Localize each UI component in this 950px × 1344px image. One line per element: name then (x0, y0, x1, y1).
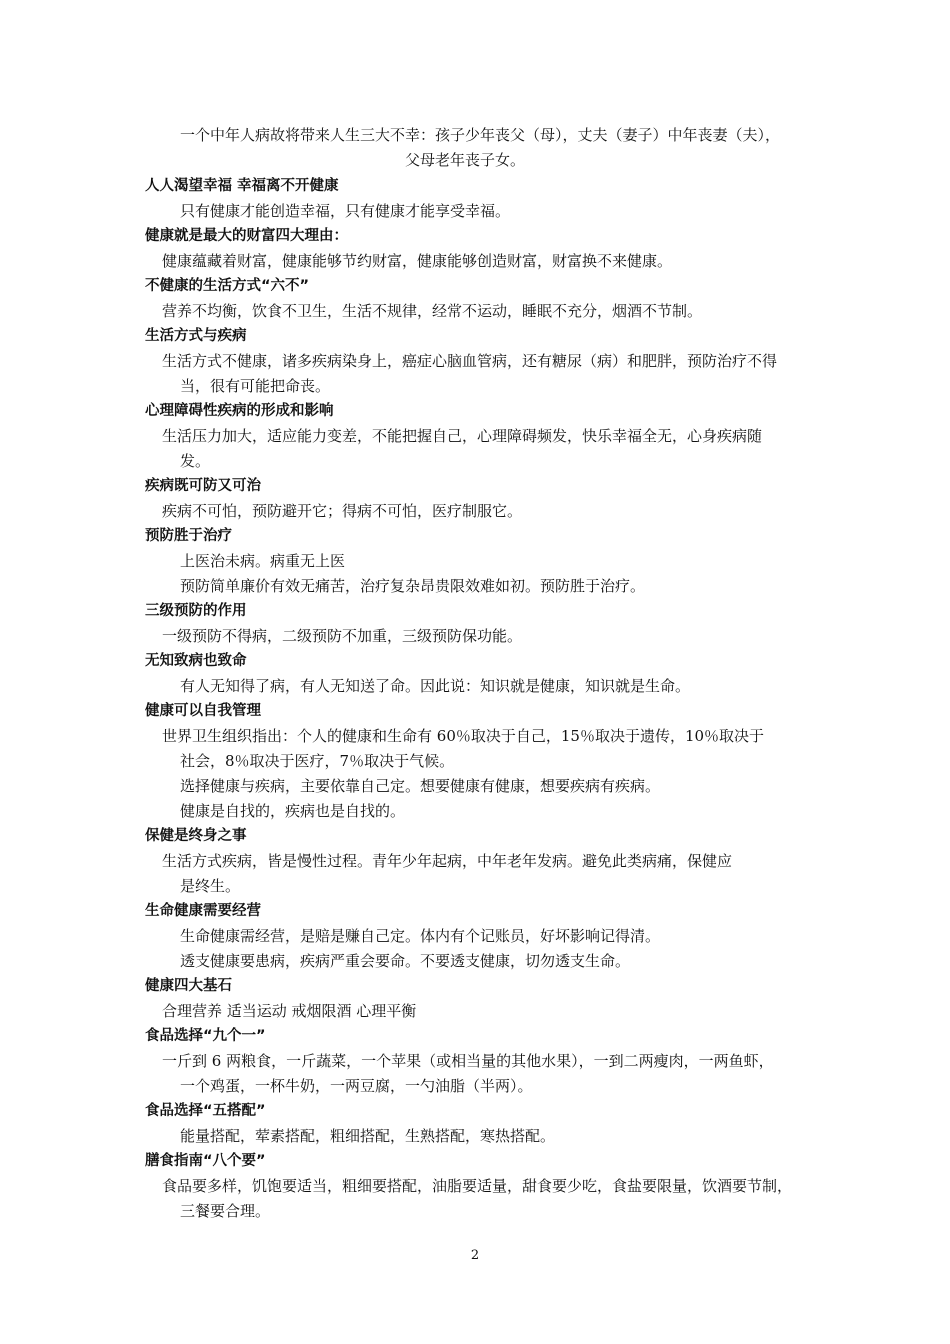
section-heading: 膳食指南“八个要” (145, 1153, 266, 1169)
section-heading: 疾病既可防又可治 (145, 478, 261, 494)
paragraph-line: 生活压力加大，适应能力变差，不能把握自己，心理障碍频发，快乐幸福全无，心身疾病随 (162, 427, 763, 445)
section-heading: 心理障碍性疾病的形成和影响 (145, 403, 334, 419)
section-heading: 食品选择“五搭配” (145, 1103, 266, 1119)
paragraph-line: 有人无知得了病，有人无知送了命。因此说：知识就是健康，知识就是生命。 (180, 677, 691, 695)
paragraph-line: 能量搭配，荤素搭配，粗细搭配，生熟搭配，寒热搭配。 (180, 1127, 556, 1145)
paragraph-line: 三餐要合理。 (180, 1202, 271, 1220)
paragraph-line: 社会，8％取决于医疗，7％取决于气候。 (180, 752, 455, 770)
section-heading: 健康可以自我管理 (145, 703, 261, 719)
page-number: 2 (470, 1248, 480, 1263)
section-heading: 三级预防的作用 (145, 603, 247, 619)
section-heading: 生活方式与疾病 (145, 328, 247, 344)
paragraph-line: 父母老年丧子女。 (405, 151, 526, 169)
section-heading: 健康就是最大的财富四大理由： (145, 228, 348, 244)
paragraph-line: 疾病不可怕，预防避开它；得病不可怕，医疗制服它。 (162, 502, 523, 520)
paragraph-line: 是终生。 (180, 877, 241, 895)
paragraph-line: 选择健康与疾病，主要依靠自己定。想要健康有健康，想要疾病有疾病。 (180, 777, 661, 795)
paragraph-line: 发。 (180, 452, 211, 470)
section-heading: 预防胜于治疗 (145, 528, 232, 544)
section-heading: 人人渴望幸福 幸福离不开健康 (145, 178, 339, 194)
paragraph-line: 营养不均衡，饮食不卫生，生活不规律，经常不运动，睡眠不充分，烟酒不节制。 (162, 302, 703, 320)
paragraph-line: 一个中年人病故将带来人生三大不幸：孩子少年丧父（母），丈夫（妻子）中年丧妻（夫）， (180, 126, 781, 144)
paragraph-line: 世界卫生组织指出：个人的健康和生命有 60％取决于自己，15％取决于遗传，10％取决于 (162, 727, 765, 745)
paragraph-line: 一级预防不得病，二级预防不加重，三级预防保功能。 (162, 627, 523, 645)
section-heading: 无知致病也致命 (145, 653, 247, 669)
paragraph-line: 合理营养 适当运动 戒烟限酒 心理平衡 (162, 1002, 417, 1020)
section-heading: 不健康的生活方式“六不” (145, 278, 310, 294)
section-heading: 生命健康需要经营 (145, 903, 261, 919)
paragraph-line: 上医治未病。病重无上医 (180, 552, 346, 570)
section-heading: 食品选择“九个一” (145, 1028, 266, 1044)
paragraph-line: 透支健康要患病，疾病严重会要命。不要透支健康，切勿透支生命。 (180, 952, 631, 970)
paragraph-line: 生活方式不健康，诸多疾病染身上，癌症心脑血管病，还有糖尿（病）和肥胖，预防治疗不得 (162, 352, 778, 370)
paragraph-line: 当，很有可能把命丧。 (180, 377, 331, 395)
paragraph-line: 生命健康需经营，是赔是赚自己定。体内有个记账员，好坏影响记得清。 (180, 927, 661, 945)
section-heading: 健康四大基石 (145, 978, 232, 994)
paragraph-line: 只有健康才能创造幸福，只有健康才能享受幸福。 (180, 202, 511, 220)
paragraph-line: 生活方式疾病，皆是慢性过程。青年少年起病，中年老年发病。避免此类病痛，保健应 (162, 852, 733, 870)
paragraph-line: 食品要多样，饥饱要适当，粗细要搭配，油脂要适量，甜食要少吃，食盐要限量，饮酒要节制， (162, 1177, 793, 1195)
paragraph-line: 一斤到 6 两粮食，一斤蔬菜，一个苹果（或相当量的其他水果），一到二两瘦肉，一两鱼虾， (162, 1052, 774, 1070)
paragraph-line: 预防简单廉价有效无痛苦，治疗复杂昂贵限效难如初。预防胜于治疗。 (180, 577, 646, 595)
section-heading: 保健是终身之事 (145, 828, 247, 844)
paragraph-line: 一个鸡蛋，一杯牛奶，一两豆腐，一勺油脂（半两）。 (180, 1077, 533, 1095)
paragraph-line: 健康是自找的，疾病也是自找的。 (180, 802, 406, 820)
paragraph-line: 健康蕴藏着财富，健康能够节约财富，健康能够创造财富，财富换不来健康。 (162, 252, 673, 270)
